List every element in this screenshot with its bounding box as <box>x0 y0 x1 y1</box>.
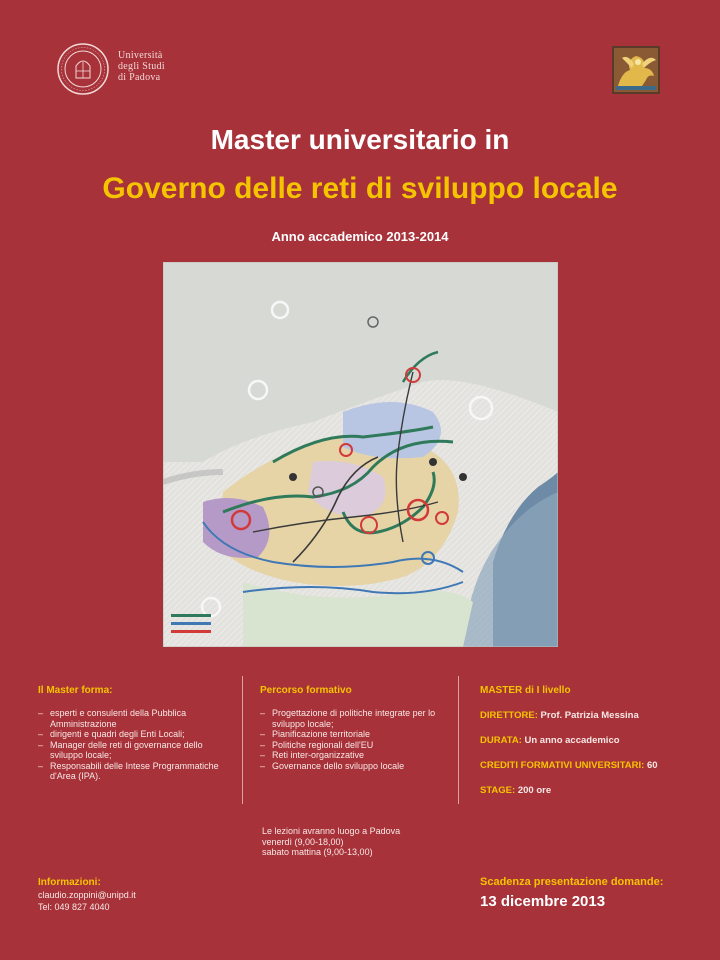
stage-label: STAGE: <box>480 785 516 796</box>
master-level-heading: MASTER di I livello <box>480 685 571 696</box>
course-path-column <box>260 685 450 771</box>
university-seal-icon <box>56 42 110 96</box>
university-line-2: degli Studi <box>118 61 165 72</box>
university-line-1: Università <box>118 50 163 61</box>
stage-row <box>480 785 705 796</box>
director-label: DIRETTORE: <box>480 710 538 721</box>
duration-label: DURATA: <box>480 735 522 746</box>
course-path-heading: Percorso formativo <box>260 685 352 696</box>
list-item: – esperti e consulenti della Pubblica Amministrazione <box>38 708 238 729</box>
deadline-label: Scadenza presentazione domande: <box>480 876 664 888</box>
list-item: – Manager delle reti di governance dello sviluppo locale; <box>38 740 238 761</box>
credits-row <box>480 760 705 771</box>
academic-year: Anno accademico 2013-2014 <box>271 229 449 244</box>
contact-phone: Tel: 049 827 4040 <box>38 902 110 912</box>
lessons-line: sabato mattina (9,00-13,00) <box>262 847 373 857</box>
list-item: – Reti inter-organizzative <box>260 750 450 761</box>
lessons-line: venerdì (9,00-18,00) <box>262 836 344 847</box>
contact-heading: Informazioni: <box>38 877 101 888</box>
master-forms-column <box>38 685 238 782</box>
lessons-line: Le lezioni avranno luogo a Padova <box>262 826 401 836</box>
title-line-2: Governo delle reti di sviluppo locale <box>102 172 618 205</box>
list-item: – Responsabili delle Intese Programmatiche d'Area (IPA). <box>38 761 238 782</box>
duration-row <box>480 735 705 746</box>
university-name <box>118 50 165 83</box>
credits-value: 60 <box>646 760 658 771</box>
lion-of-st-mark-icon <box>612 46 660 94</box>
list-item: – Pianificazione territoriale <box>260 729 450 740</box>
contact-info <box>38 877 136 913</box>
list-item: – Politiche regionali dell'EU <box>260 740 450 751</box>
list-item: – Progettazione di politiche integrate per lo sviluppo locale; <box>260 708 450 729</box>
column-divider <box>458 676 459 804</box>
stage-value: 200 ore <box>517 785 552 796</box>
duration-value: Un anno accademico <box>524 735 620 746</box>
deadline-date: 13 dicembre 2013 <box>480 893 606 910</box>
contact-email[interactable]: claudio.zoppini@unipd.it <box>38 890 136 900</box>
list-item: – dirigenti e quadri degli Enti Locali; <box>38 729 238 740</box>
master-forms-heading: Il Master forma: <box>38 685 113 696</box>
university-line-3: di Padova <box>118 72 161 83</box>
director-value: Prof. Patrizia Messina <box>540 710 639 721</box>
credits-label: CREDITI FORMATIVI UNIVERSITARI: <box>480 760 645 771</box>
regional-network-map <box>163 262 558 647</box>
title-line-1: Master universitario in <box>210 124 510 155</box>
list-item: – Governance dello sviluppo locale <box>260 761 450 772</box>
director-row <box>480 710 705 721</box>
master-forms-list <box>38 708 238 782</box>
column-divider <box>242 676 243 804</box>
master-details-column <box>480 685 705 810</box>
course-path-list <box>260 708 450 771</box>
lessons-info <box>262 826 400 858</box>
